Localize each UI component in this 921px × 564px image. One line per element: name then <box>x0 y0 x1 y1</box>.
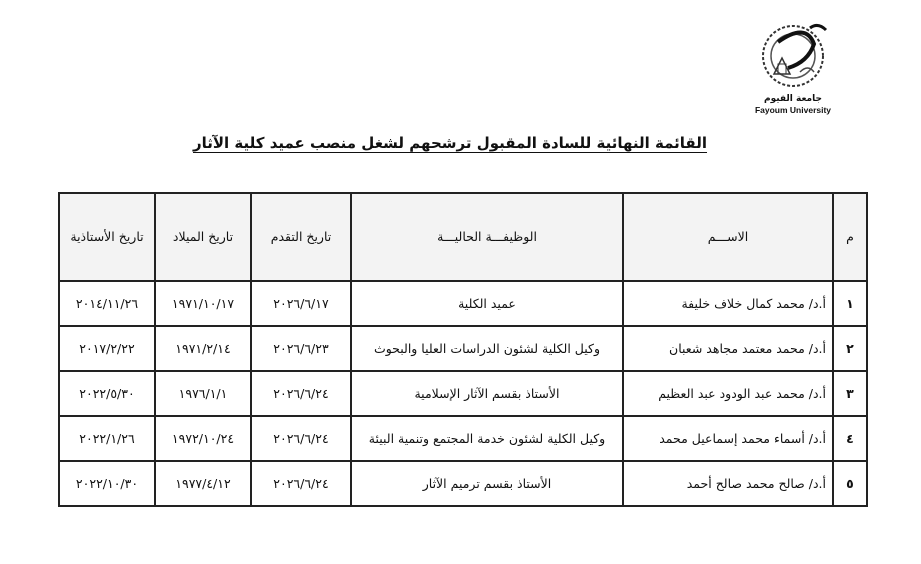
row-job: عميد الكلية <box>351 281 623 326</box>
row-job: الأستاذ بقسم الآثار الإسلامية <box>351 371 623 416</box>
row-apply-date: ٢٠٢٦/٦/٢٤ <box>251 416 351 461</box>
row-job: وكيل الكلية لشئون خدمة المجتمع وتنمية البيئة <box>351 416 623 461</box>
row-prof-date: ٢٠١٧/٢/٢٢ <box>59 326 155 371</box>
header-job: الوظيفـــة الحاليـــة <box>351 193 623 281</box>
row-name: أ.د/ صالح محمد صالح أحمد <box>623 461 833 506</box>
row-birth-date: ١٩٧٦/١/١ <box>155 371 251 416</box>
table-header-row <box>59 193 867 281</box>
header-num: م <box>833 193 867 281</box>
row-birth-date: ١٩٧١/٢/١٤ <box>155 326 251 371</box>
header-apply-date: تاريخ التقدم <box>251 193 351 281</box>
table-row <box>59 461 867 506</box>
row-apply-date: ٢٠٢٦/٦/١٧ <box>251 281 351 326</box>
row-birth-date: ١٩٧٢/١٠/٢٤ <box>155 416 251 461</box>
row-apply-date: ٢٠٢٦/٦/٢٤ <box>251 371 351 416</box>
candidates-table <box>58 192 868 507</box>
header-birth-date: تاريخ الميلاد <box>155 193 251 281</box>
header-name: الاســـم <box>623 193 833 281</box>
row-prof-date: ٢٠١٤/١١/٢٦ <box>59 281 155 326</box>
row-name: أ.د/ محمد معتمد مجاهد شعبان <box>623 326 833 371</box>
logo-arabic-text: جامعة الفيوم <box>764 94 822 104</box>
row-name: أ.د/ محمد كمال خلاف خليفة <box>623 281 833 326</box>
row-prof-date: ٢٠٢٢/٥/٣٠ <box>59 371 155 416</box>
row-name: أ.د/ أسماء محمد إسماعيل محمد <box>623 416 833 461</box>
logo-english-text: Fayoum University <box>754 105 832 115</box>
table-row <box>59 326 867 371</box>
row-apply-date: ٢٠٢٦/٦/٢٤ <box>251 461 351 506</box>
row-num: ٢ <box>833 326 867 371</box>
row-name: أ.د/ محمد عبد الودود عبد العظيم <box>623 371 833 416</box>
row-birth-date: ١٩٧١/١٠/١٧ <box>155 281 251 326</box>
row-job: وكيل الكلية لشئون الدراسات العليا والبحوث <box>351 326 623 371</box>
university-logo <box>748 14 838 120</box>
page-title: القائمة النهائية للسادة المقبول ترشحهم لشغل منصب عميد كلية الآثار <box>192 134 708 152</box>
row-num: ٣ <box>833 371 867 416</box>
row-num: ٤ <box>833 416 867 461</box>
header-prof-date: تاريخ الأستاذية <box>59 193 155 281</box>
row-num: ١ <box>833 281 867 326</box>
university-emblem-icon <box>748 14 838 96</box>
table-row <box>59 416 867 461</box>
table-row <box>59 281 867 326</box>
table-row <box>59 371 867 416</box>
row-job: الأستاذ بقسم ترميم الآثار <box>351 461 623 506</box>
row-prof-date: ٢٠٢٢/١٠/٣٠ <box>59 461 155 506</box>
row-num: ٥ <box>833 461 867 506</box>
row-birth-date: ١٩٧٧/٤/١٢ <box>155 461 251 506</box>
row-prof-date: ٢٠٢٢/١/٢٦ <box>59 416 155 461</box>
row-apply-date: ٢٠٢٦/٦/٢٣ <box>251 326 351 371</box>
